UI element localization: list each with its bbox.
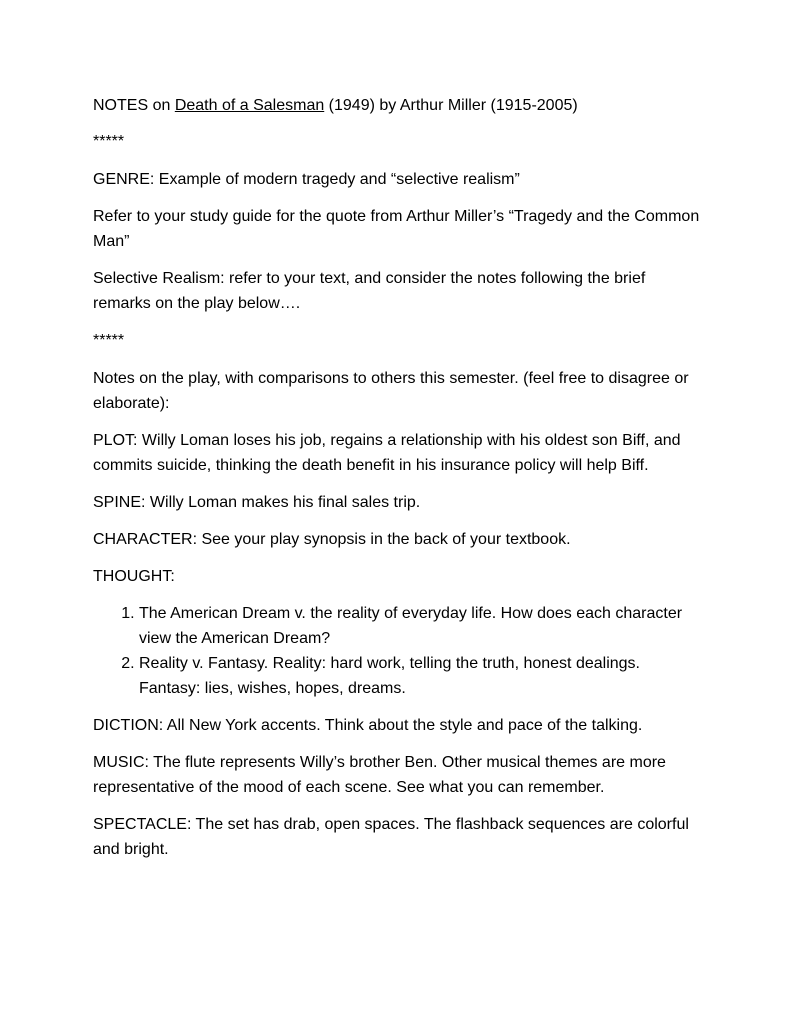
genre-paragraph: GENRE: Example of modern tragedy and “selective realism” xyxy=(93,171,520,188)
list-item: 1. The American Dream v. the reality of everyday life. How does each character view the American Dream? xyxy=(139,601,705,651)
diction-paragraph: DICTION: All New York accents. Think about the style and pace of the talking. xyxy=(93,717,643,734)
document-page xyxy=(93,93,705,874)
spine-paragraph: SPINE: Willy Loman makes his final sales trip. xyxy=(93,494,421,511)
plot-paragraph: PLOT: Willy Loman loses his job, regains a relationship with his oldest son Biff, and commits suicide, thinking the death benefit in his insurance policy will help Biff. xyxy=(93,432,681,474)
character-paragraph: CHARACTER: See your play synopsis in the back of your textbook. xyxy=(93,531,571,548)
title-suffix: (1949) by Arthur Miller (1915-2005) xyxy=(324,97,578,114)
spectacle-paragraph: SPECTACLE: The set has drab, open spaces. The flashback sequences are colorful and bright. xyxy=(93,816,689,858)
play-title: Death of a Salesman xyxy=(174,97,325,114)
selective-realism-paragraph: Selective Realism: refer to your text, and consider the notes following the brief remarks on the play below…. xyxy=(93,270,646,312)
document-title xyxy=(93,93,705,118)
separator: ***** xyxy=(93,332,125,349)
music-paragraph: MUSIC: The flute represents Willy’s brother Ben. Other musical themes are more representative of the mood of each scene. See what you can remember. xyxy=(93,754,666,796)
list-item: 2. Reality v. Fantasy. Reality: hard work, telling the truth, honest dealings. Fantasy: lies, wishes, hopes, dreams. xyxy=(139,651,705,701)
notes-intro-paragraph: Notes on the play, with comparisons to others this semester. (feel free to disagree or elaborate): xyxy=(93,370,689,412)
thought-heading: THOUGHT: xyxy=(93,568,175,585)
title-prefix: NOTES on xyxy=(93,97,175,114)
study-guide-paragraph: Refer to your study guide for the quote from Arthur Miller’s “Tragedy and the Common Man” xyxy=(93,208,700,250)
separator: ***** xyxy=(93,133,125,150)
thought-list xyxy=(93,601,705,701)
